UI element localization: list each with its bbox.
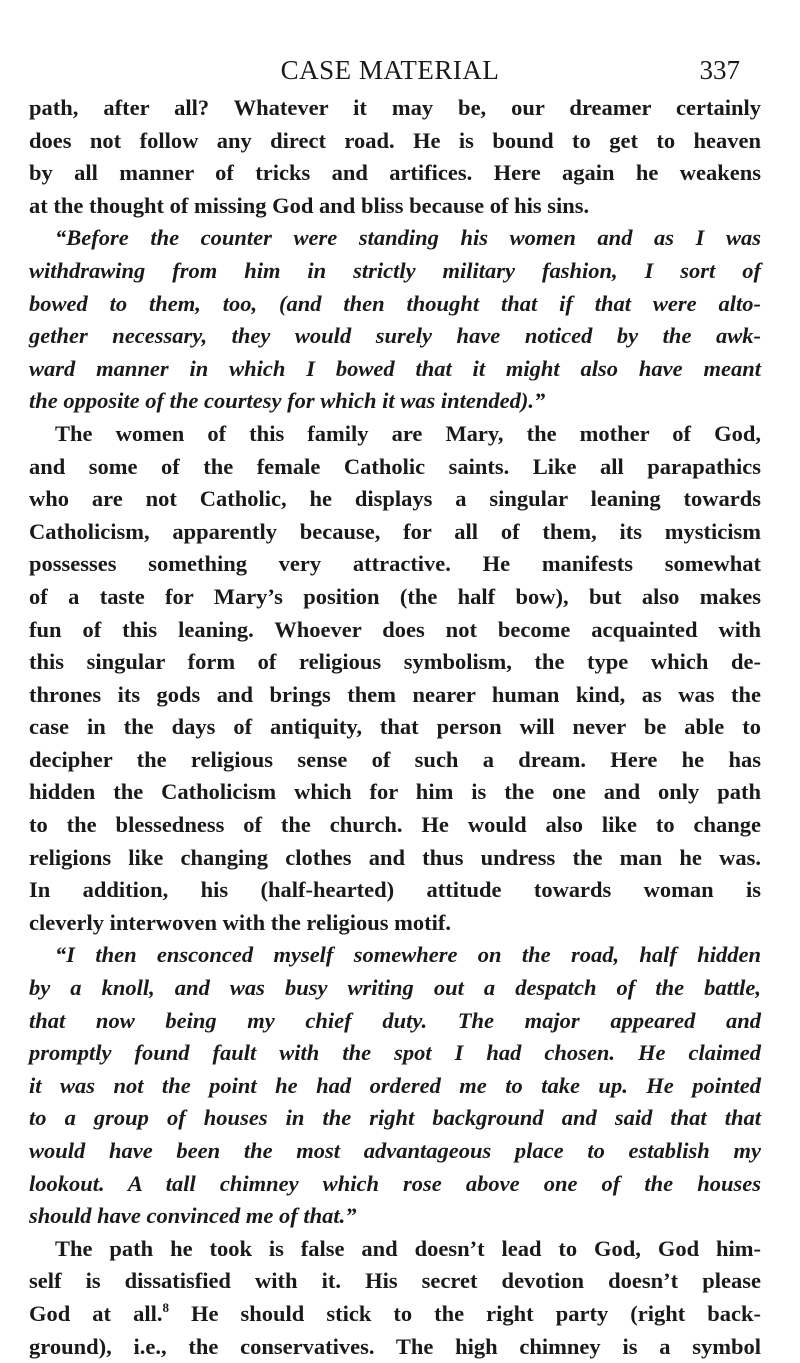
text-line: decipher the religious sense of such a dream. Here he has	[29, 746, 761, 772]
text-line: possesses something very attractive. He manifests somewhat	[29, 551, 761, 577]
text-line: hidden the Catholicism which for him is the one and only path	[29, 779, 761, 805]
text-line: thrones its gods and brings them nearer human kind, as was the	[29, 681, 761, 707]
text-line-segment: He should stick to the right party (right back-	[168, 1300, 761, 1326]
page-number: 337	[699, 55, 740, 85]
text-line: by all manner of tricks and artifices. Here again he weakens	[29, 160, 761, 186]
text-line-segment: God at all.	[29, 1300, 163, 1326]
text-line: should have convinced me of that.”	[29, 1203, 357, 1229]
text-line: it was not the point he had ordered me to take up. He pointed	[29, 1072, 761, 1098]
text-line: to the blessedness of the church. He would also like to change	[29, 812, 761, 838]
text-line: the opposite of the courtesy for which it was intended).”	[29, 388, 546, 414]
text-line: gether necessary, they would surely have noticed by the awk-	[29, 323, 761, 349]
text-line	[29, 1298, 761, 1331]
text-line: ward manner in which I bowed that it might also have meant	[29, 355, 761, 381]
text-line: “Before the counter were standing his women and as I was	[55, 225, 761, 251]
text-line: lookout. A tall chimney which rose above one of the houses	[29, 1170, 761, 1196]
text-line: at the thought of missing God and bliss because of his sins.	[29, 192, 590, 218]
body-text	[29, 92, 761, 1363]
text-line: cleverly interwoven with the religious motif.	[29, 909, 451, 935]
text-line: who are not Catholic, he displays a singular leaning towards	[29, 486, 761, 512]
text-line: Catholicism, apparently because, for all of them, its mysticism	[29, 518, 761, 544]
text-line: promptly found fault with the spot I had chosen. He claimed	[29, 1040, 761, 1066]
text-line: of a taste for Mary’s position (the half bow), but also makes	[29, 583, 761, 609]
text-line: self is dissatisfied with it. His secret devotion doesn’t please	[29, 1268, 761, 1294]
text-line: and some of the female Catholic saints. Like all parapathics	[29, 453, 761, 479]
text-line: “I then ensconced myself somewhere on the road, half hidden	[55, 942, 761, 968]
text-line: religions like changing clothes and thus undress the man he was.	[29, 844, 761, 870]
text-line: by a knoll, and was busy writing out a despatch of the battle,	[29, 975, 761, 1001]
footnote-marker: 8	[162, 1299, 169, 1315]
text-line: does not follow any direct road. He is bound to get to heaven	[29, 127, 761, 153]
text-line: to a group of houses in the right background and said that that	[29, 1105, 761, 1131]
text-line: would have been the most advantageous place to establish my	[29, 1138, 761, 1163]
running-head	[40, 50, 740, 90]
text-line: that now being my chief duty. The major appeared and	[29, 1007, 761, 1033]
text-line: bowed to them, too, (and then thought that if that were alto-	[29, 290, 761, 316]
text-line: case in the days of antiquity, that person will never be able to	[29, 714, 761, 740]
text-line: this singular form of religious symbolism, the type which de-	[29, 649, 761, 675]
text-line: ground), i.e., the conservatives. The high chimney is a symbol	[29, 1333, 761, 1359]
text-line: fun of this leaning. Whoever does not become acquainted with	[29, 616, 761, 642]
text-line: withdrawing from him in strictly military fashion, I sort of	[29, 257, 761, 283]
text-line: path, after all? Whatever it may be, our dreamer certainly	[29, 95, 761, 120]
running-title: CASE MATERIAL	[280, 55, 500, 85]
text-line: The path he took is false and doesn’t lead to God, God him-	[55, 1235, 761, 1261]
text-line: The women of this family are Mary, the mother of God,	[55, 420, 761, 446]
text-line: In addition, his (half-hearted) attitude towards woman is	[29, 877, 761, 903]
